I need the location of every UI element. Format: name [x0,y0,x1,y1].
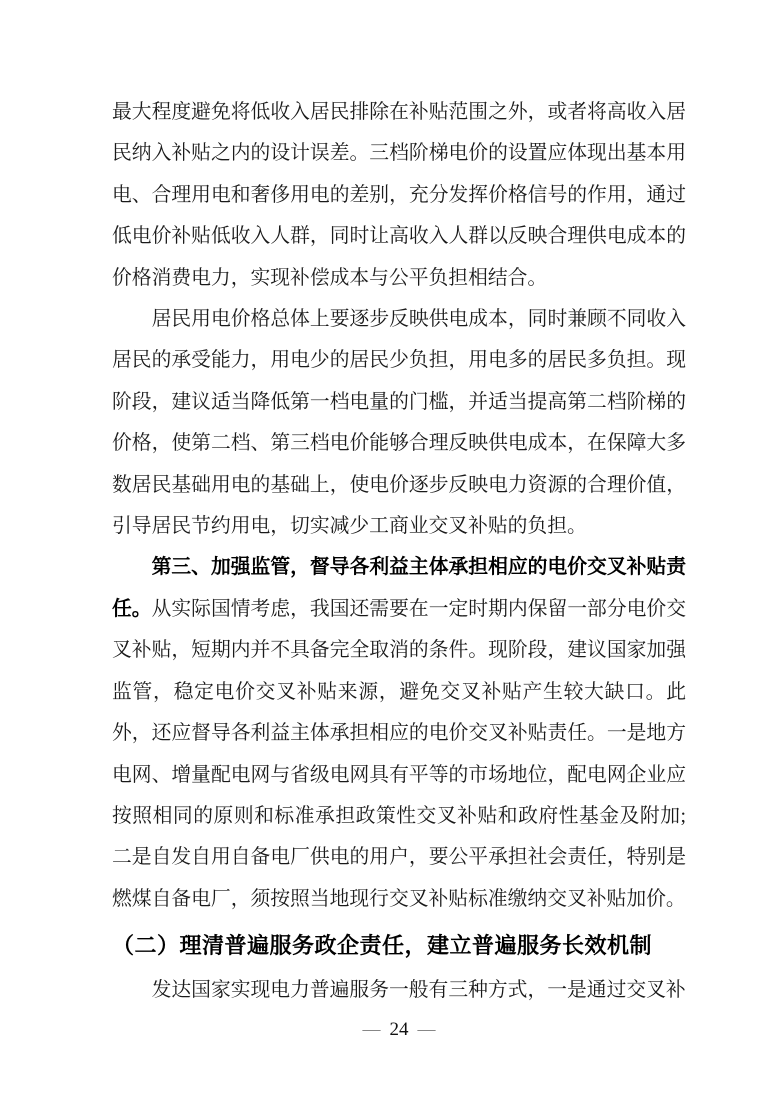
paragraph-body-text: 从实际国情考虑，我国还需要在一定时期内保留一部分电价交叉补贴，短期内并不具备完全取消的条件。现阶段，建议国家加强监管，稳定电价交叉补贴来源，避免交叉补贴产生较大缺口。此外，还应督导各利益主体承担相应的电价交叉补贴责任。一是地方电网、增量配电网与省级电网具有平等的市场地位，配电网企业应按照相同的原则和标准承担政策性交叉补贴和政府性基金及附加;二是自发自用自备电厂供电的用户，要公平承担社会责任，特别是燃煤自备电厂，须按照当地现行交叉补贴标准缴纳交叉补贴加价。 [112,597,686,910]
page-footer [112,1018,686,1041]
paragraph-third-point [112,547,686,920]
paragraph-bold-lead: 第三、加强监管，督导各利益主体承担相应的电价交叉补贴责任。 [112,556,686,620]
section-heading: （二）理清普遍服务政企责任，建立普遍服务长效机制 [112,933,653,959]
page-content [112,92,686,1012]
footer-dash-right: — [417,1019,436,1039]
paragraph-universal-service: 发达国家实现电力普遍服务一般有三种方式，一是通过交叉补 [151,979,686,1002]
paragraph-residential-pricing: 居民用电价格总体上要逐步反映供电成本，同时兼顾不同收入居民的承受能力，用电少的居民少负担，用电多的居民多负担。现阶段，建议适当降低第一档电量的门槛，并适当提高第二档阶梯的价格，使第二档、第三档电价能够合理反映供电成本，在保障大多数居民基础用电的基础上，使电价逐步反映电力资源的合理价值，引导居民节约用电，切实减少工商业交叉补贴的负担。 [112,308,686,538]
page-number: 24 [389,1019,409,1040]
paragraph-continuation: 最大程度避免将低收入居民排除在补贴范围之外，或者将高收入居民纳入补贴之内的设计误差。三档阶梯电价的设置应体现出基本用电、合理用电和奢侈用电的差别，充分发挥价格信号的作用，通过低电价补贴低收入人群，同时让高收入人群以反映合理供电成本的价格消费电力，实现补偿成本与公平负担相结合。 [112,101,686,289]
footer-dash-left: — [362,1019,381,1039]
